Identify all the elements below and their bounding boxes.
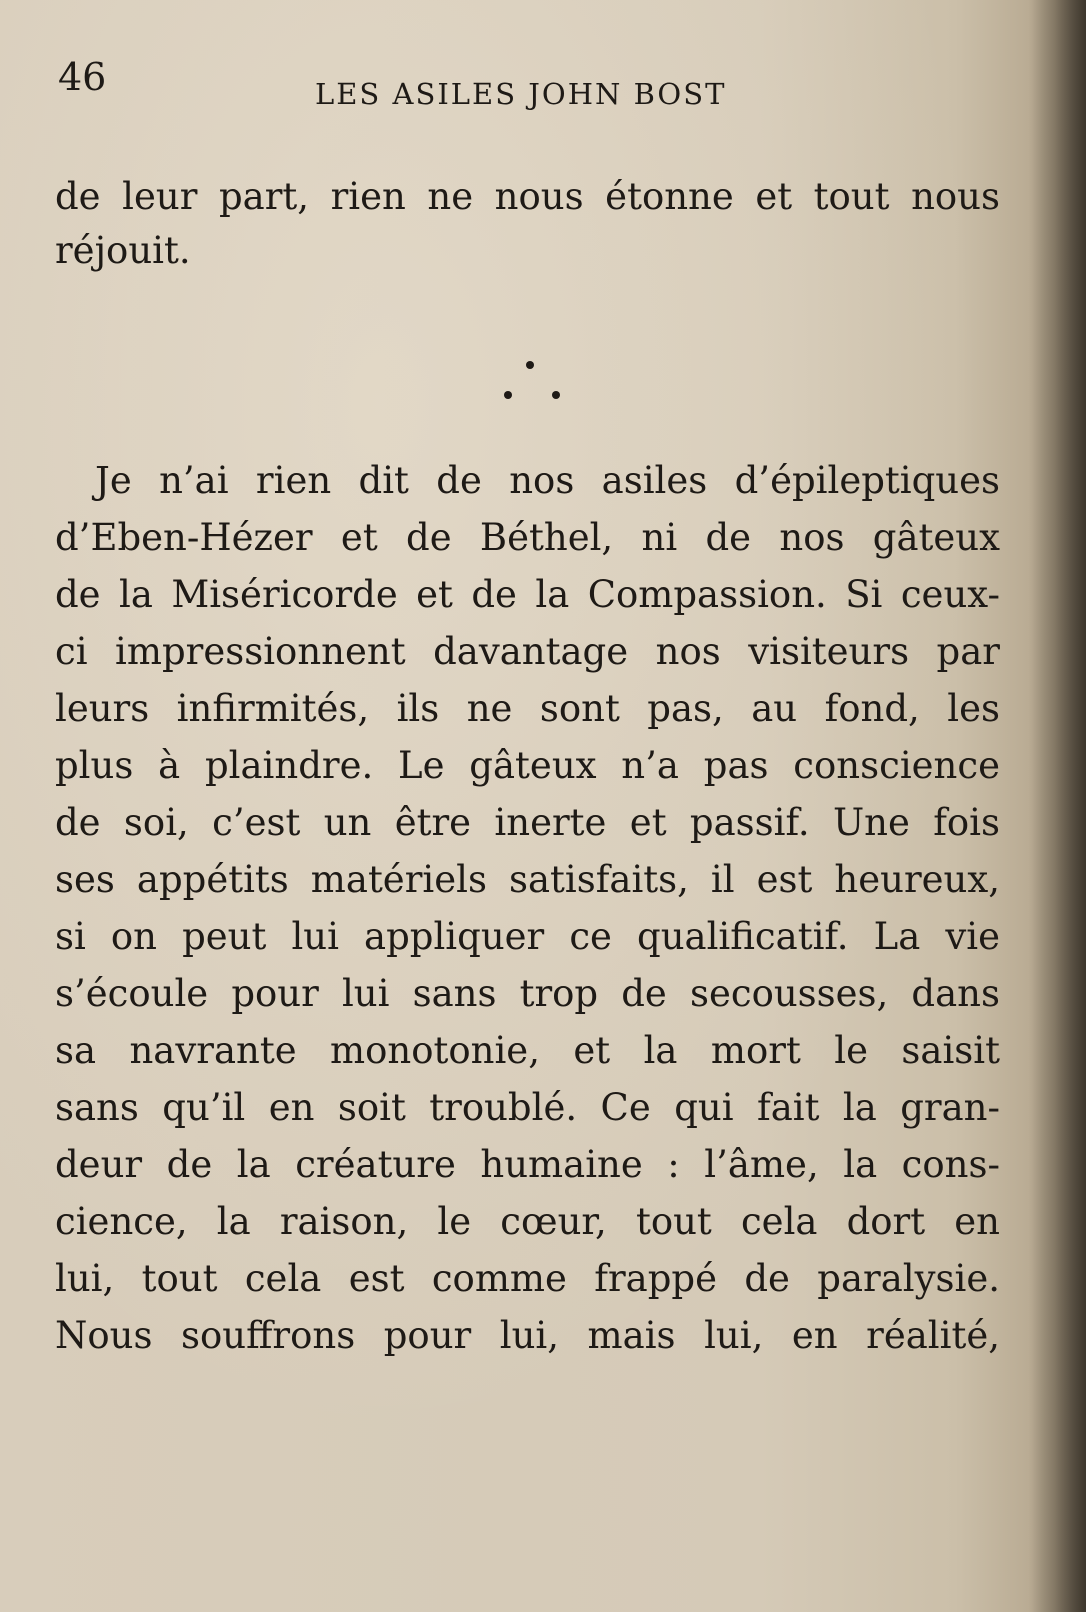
paragraph-2-line-12: sans qu’il en soit troublé. Ce qui fait la gran- (55, 1086, 1000, 1129)
paragraph-2-line-9: si on peut lui appliquer ce qualificatif. La vie (55, 915, 1000, 958)
paragraph-2-line-6: plus à plaindre. Le gâteux n’a pas conscience (55, 744, 1000, 787)
section-break-dot-left (504, 391, 512, 399)
paragraph-2-line-3: de la Miséricorde et de la Compassion. Si ceux- (55, 573, 1000, 616)
paragraph-2-line-1: Je n’ai rien dit de nos asiles d’épileptiques (95, 459, 1000, 502)
paragraph-2-line-8: ses appétits matériels satisfaits, il est heureux, (55, 858, 1000, 901)
paragraph-2-line-5: leurs infirmités, ils ne sont pas, au fond, les (55, 687, 1000, 730)
page-edge-shadow (1028, 0, 1086, 1612)
paragraph-1-line-1: de leur part, rien ne nous étonne et tout nous (55, 175, 1000, 218)
paragraph-2-line-7: de soi, c’est un être inerte et passif. Une fois (55, 801, 1000, 844)
paragraph-2-line-2: d’Eben-Hézer et de Béthel, ni de nos gâteux (55, 516, 1000, 559)
paragraph-2-line-14: cience, la raison, le cœur, tout cela dort en (55, 1200, 1000, 1243)
paragraph-1-line-2: réjouit. (55, 229, 191, 272)
paragraph-2-line-15: lui, tout cela est comme frappé de paralysie. (55, 1257, 1000, 1300)
section-break-dot-right (552, 391, 560, 399)
page-number: 46 (58, 55, 107, 99)
paragraph-2-line-16: Nous souffrons pour lui, mais lui, en réalité, (55, 1314, 1000, 1357)
running-title: LES ASILES JOHN BOST (315, 77, 727, 111)
paragraph-2-line-11: sa navrante monotonie, et la mort le saisit (55, 1029, 1000, 1072)
paragraph-2-line-13: deur de la créature humaine : l’âme, la cons- (55, 1143, 1000, 1186)
paragraph-2-line-4: ci impressionnent davantage nos visiteurs par (55, 630, 1000, 673)
section-break-dot-top (526, 361, 534, 369)
paragraph-2-line-10: s’écoule pour lui sans trop de secousses, dans (55, 972, 1000, 1015)
